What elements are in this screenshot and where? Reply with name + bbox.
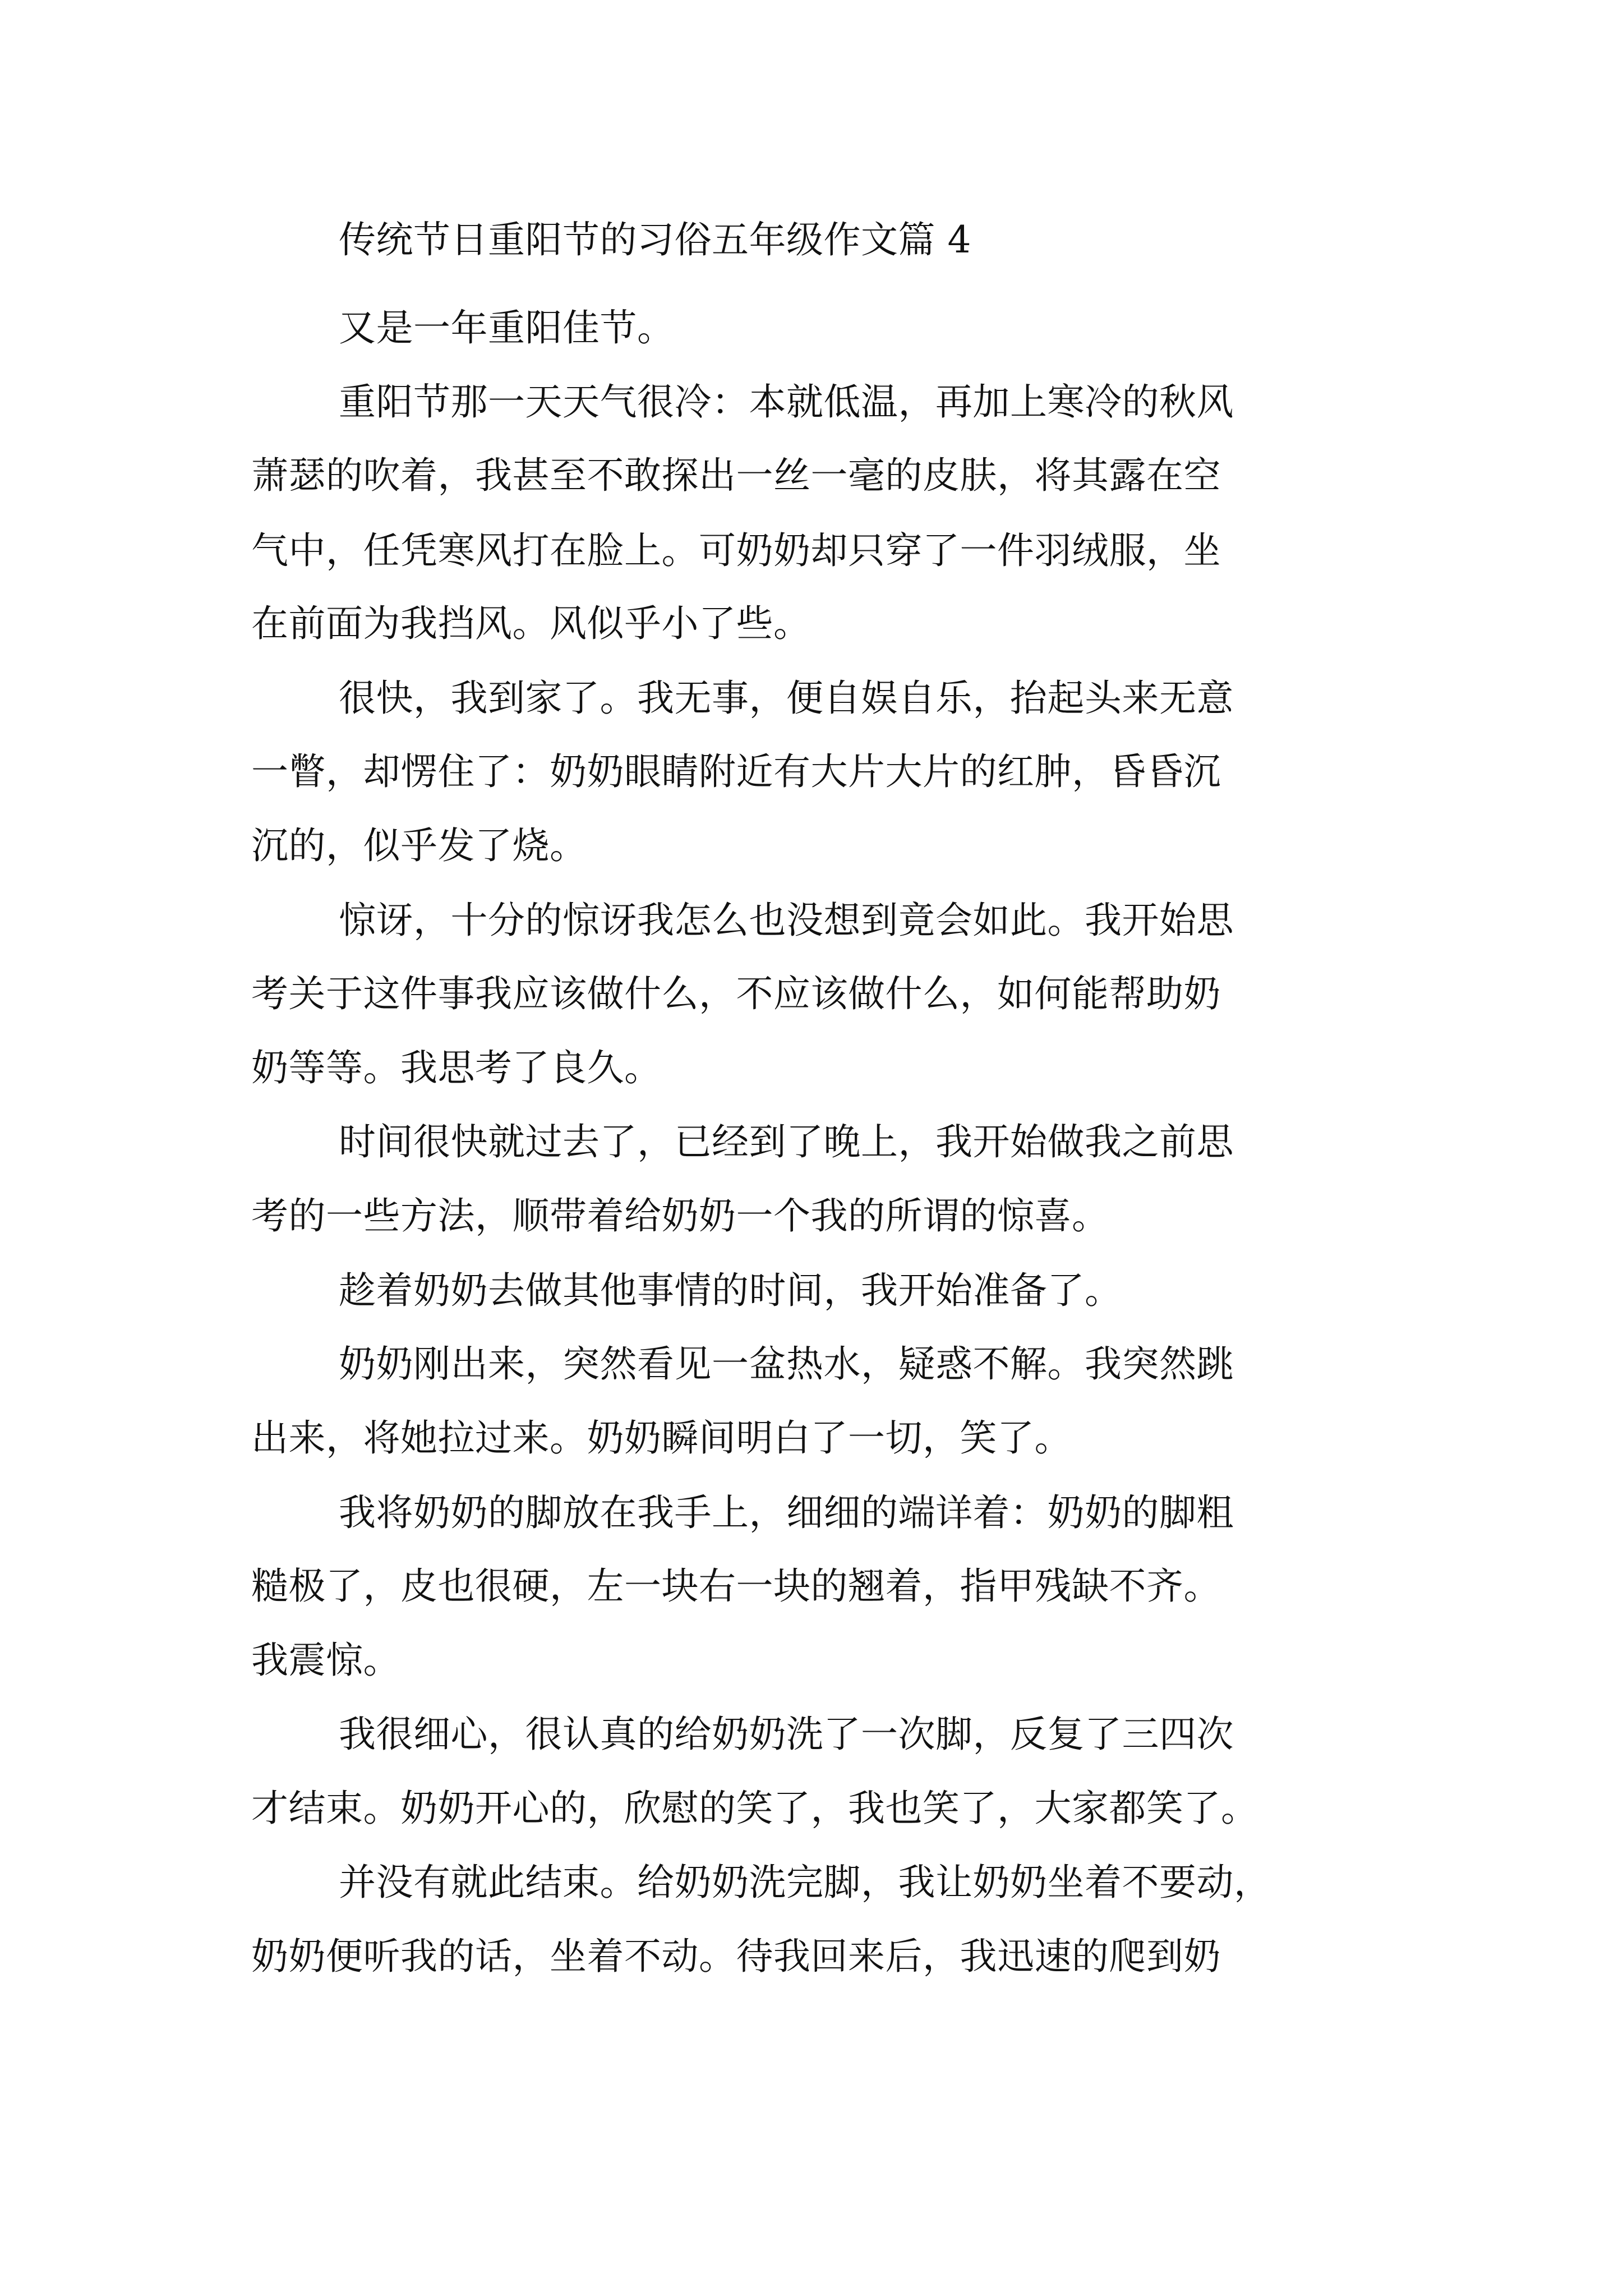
paragraph-line: 惊讶，十分的惊讶我怎么也没想到竟会如此。我开始思 (339, 899, 1234, 942)
paragraph-line: 考的一些方法，顺带着给奶奶一个我的所谓的惊喜。 (251, 1194, 1109, 1237)
paragraph-line: 并没有就此结束。给奶奶洗完脚，我让奶奶坐着不要动， (339, 1861, 1271, 1904)
paragraph-line: 萧瑟的吹着，我甚至不敢探出一丝一毫的皮肤，将其露在空 (251, 454, 1221, 497)
document-title: 传统节日重阳节的习俗五年级作文篇 4 (339, 218, 971, 261)
paragraph-line: 时间很快就过去了，已经到了晚上，我开始做我之前思 (339, 1120, 1234, 1163)
paragraph-line: 糙极了，皮也很硬，左一块右一块的翘着，指甲残缺不齐。 (251, 1565, 1221, 1608)
paragraph-line: 我将奶奶的脚放在我手上，细细的端详着：奶奶的脚粗 (339, 1491, 1234, 1534)
paragraph-line: 在前面为我挡风。风似乎小了些。 (251, 602, 811, 645)
paragraph-line: 我很细心，很认真的给奶奶洗了一次脚，反复了三四次 (339, 1713, 1234, 1756)
paragraph-line: 气中，任凭寒风打在脸上。可奶奶却只穿了一件羽绒服，坐 (251, 529, 1221, 572)
paragraph-line: 奶等等。我思考了良久。 (251, 1046, 662, 1089)
paragraph-line: 很快，我到家了。我无事，便自娱自乐，抬起头来无意 (339, 677, 1234, 720)
paragraph-line: 又是一年重阳佳节。 (339, 306, 675, 349)
paragraph-line: 重阳节那一天天气很冷：本就低温，再加上寒冷的秋风 (339, 380, 1234, 424)
paragraph-line: 出来，将她拉过来。奶奶瞬间明白了一切，笑了。 (251, 1416, 1072, 1460)
paragraph-line: 一瞥，却愣住了：奶奶眼睛附近有大片大片的红肿，昏昏沉 (251, 750, 1221, 793)
paragraph-line: 沉的，似乎发了烧。 (251, 824, 587, 867)
paragraph-line: 才结束。奶奶开心的，欣慰的笑了，我也笑了，大家都笑了。 (251, 1787, 1258, 1830)
paragraph-line: 奶奶便听我的话，坐着不动。待我回来后，我迅速的爬到奶 (251, 1935, 1221, 1978)
paragraph-line: 我震惊。 (251, 1639, 400, 1682)
paragraph-line: 考关于这件事我应该做什么，不应该做什么，如何能帮助奶 (251, 972, 1221, 1015)
paragraph-line: 趁着奶奶去做其他事情的时间，我开始准备了。 (339, 1269, 1122, 1312)
paragraph-line: 奶奶刚出来，突然看见一盆热水，疑惑不解。我突然跳 (339, 1342, 1234, 1386)
